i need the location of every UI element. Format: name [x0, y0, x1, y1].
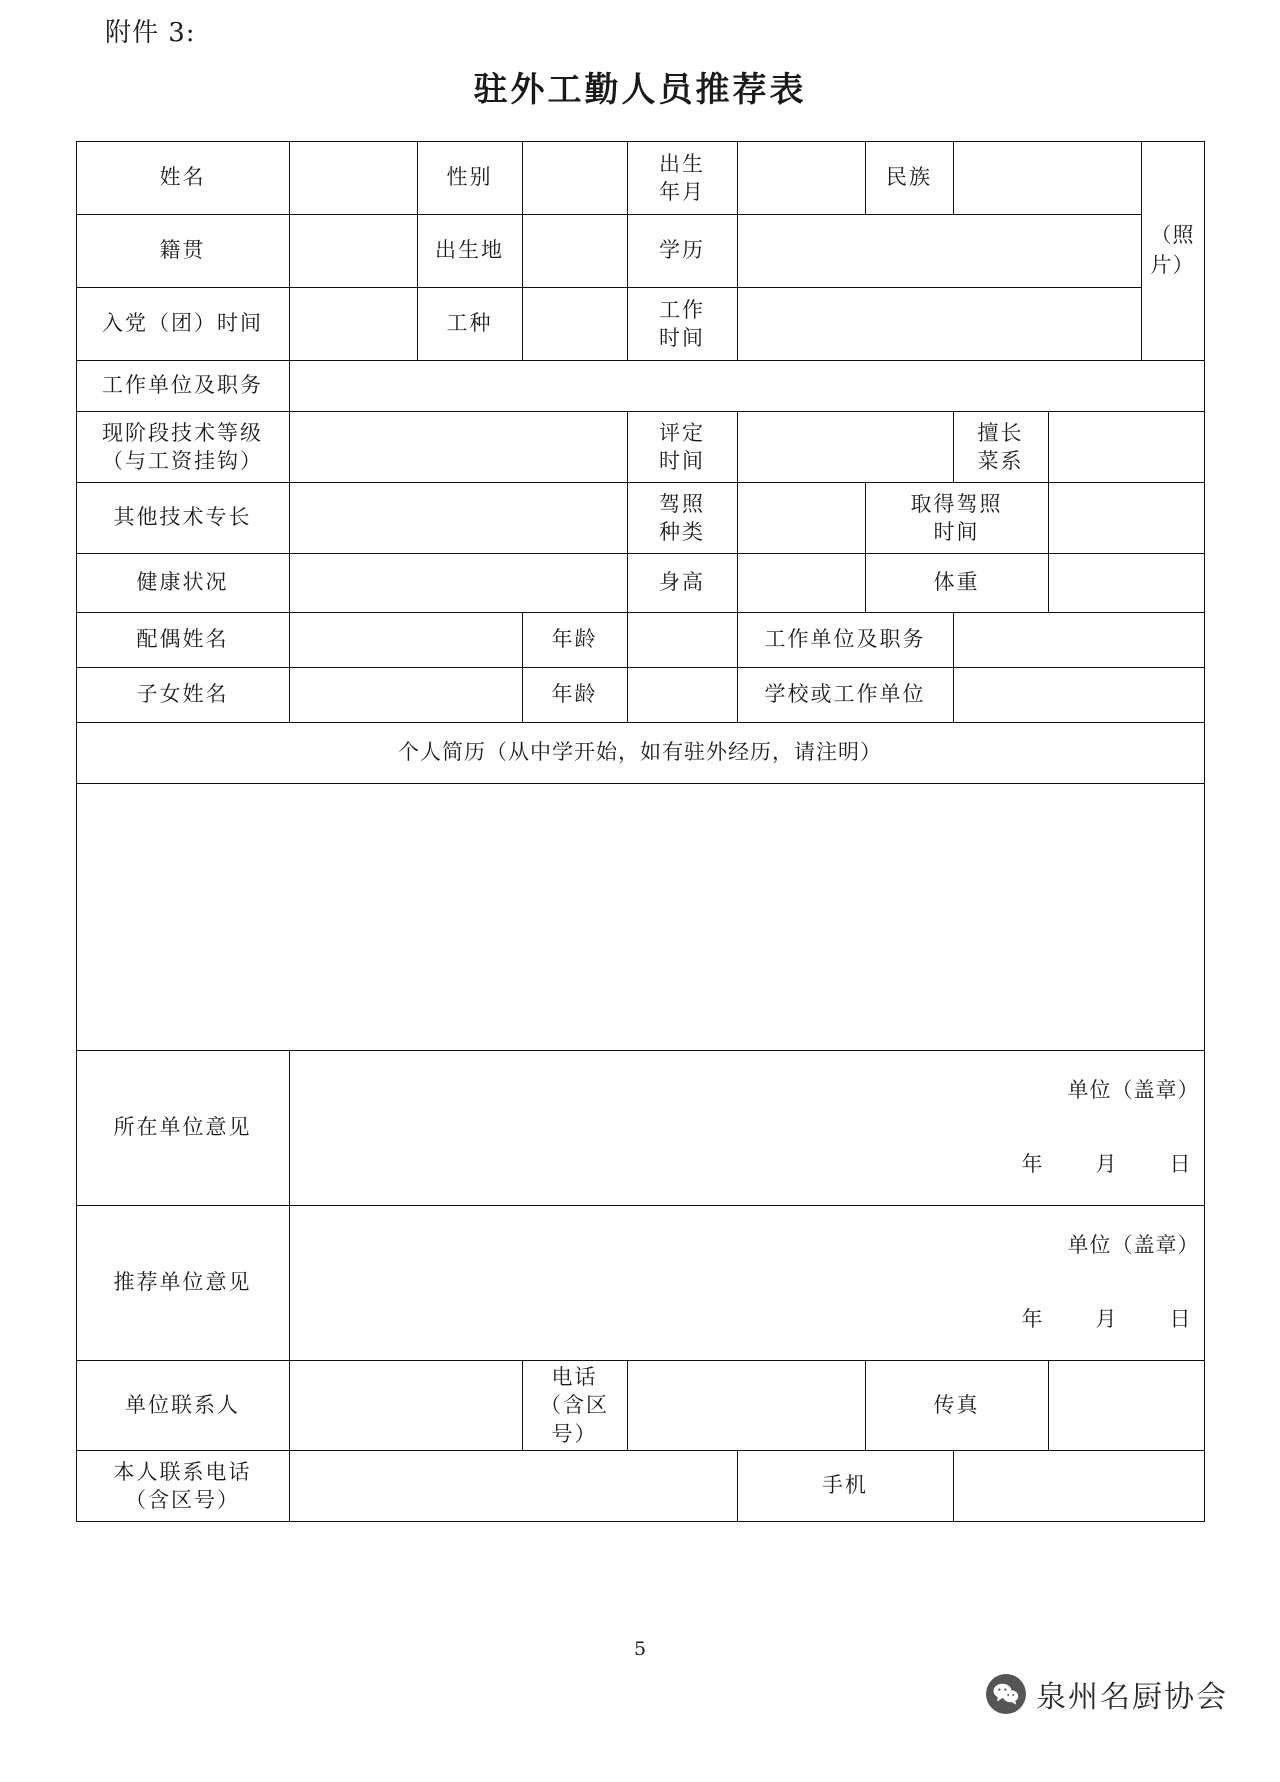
work-time-label-line-1: 工作 — [659, 297, 705, 322]
field-value-gender[interactable] — [522, 142, 627, 215]
field-value-recommend-opinion[interactable] — [289, 1206, 1204, 1361]
field-label-birth-date — [627, 142, 737, 215]
field-value-ethnicity[interactable] — [953, 142, 1141, 215]
table-row — [76, 784, 1204, 1051]
field-label-work-start-time — [627, 288, 737, 361]
field-label-spouse-name: 配偶姓名 — [76, 613, 289, 668]
field-label-height: 身高 — [627, 554, 737, 613]
license-type-label-line-1: 驾照 — [659, 491, 705, 516]
field-value-contact-person[interactable] — [289, 1361, 522, 1451]
field-label-employer-position: 工作单位及职务 — [76, 361, 289, 412]
own-phone-label-line-1: 本人联系电话 — [113, 1459, 252, 1484]
table-row — [76, 1361, 1204, 1451]
unit-seal-text: 单位（盖章） — [1067, 1078, 1200, 1103]
recommend-date-line — [294, 1305, 1200, 1335]
page-title: 驻外工勤人员推荐表 — [473, 70, 807, 110]
birth-label-line-2: 年月 — [659, 180, 705, 204]
unit-date-month: 月 — [1095, 1152, 1118, 1176]
table-row — [76, 142, 1204, 215]
field-label-mobile: 手机 — [737, 1451, 953, 1522]
field-label-license-type — [627, 483, 737, 554]
field-value-spouse-name[interactable] — [289, 613, 522, 668]
field-label-education: 学历 — [627, 215, 737, 288]
birth-label-line-1: 出生 — [659, 151, 705, 176]
field-label-gender: 性别 — [417, 142, 522, 215]
table-row — [76, 361, 1204, 412]
field-value-license-date[interactable] — [1048, 483, 1204, 554]
cuisine-label-line-1: 擅长 — [977, 420, 1024, 445]
resume-section-body[interactable] — [76, 784, 1204, 1051]
table-row — [76, 1451, 1204, 1522]
field-value-unit-opinion[interactable] — [289, 1051, 1204, 1206]
field-value-children-school[interactable] — [953, 668, 1204, 723]
field-label-party-join-time: 入党（团）时间 — [76, 288, 289, 361]
recommend-date-month: 月 — [1095, 1307, 1118, 1331]
field-label-birthplace: 出生地 — [417, 215, 522, 288]
field-value-job-type[interactable] — [522, 288, 627, 361]
unit-date-line — [294, 1150, 1200, 1180]
field-label-fax: 传真 — [865, 1361, 1048, 1451]
field-label-phone — [522, 1361, 627, 1451]
field-label-eval-time — [627, 412, 737, 483]
table-row — [76, 554, 1204, 613]
table-row — [76, 1206, 1204, 1361]
wechat-account-footer — [986, 1672, 1228, 1716]
own-phone-label-line-2: （含区号） — [125, 1488, 240, 1513]
license-date-label-line-1: 取得驾照 — [910, 491, 1003, 516]
field-label-name: 姓名 — [76, 142, 289, 215]
table-row — [76, 1051, 1204, 1206]
field-value-other-skills[interactable] — [289, 483, 627, 554]
phone-label-line-1: 电话 — [551, 1365, 598, 1389]
field-value-health[interactable] — [289, 554, 627, 613]
field-value-party-join-time[interactable] — [289, 288, 417, 361]
field-value-education[interactable] — [737, 215, 1141, 288]
field-label-contact-person: 单位联系人 — [76, 1361, 289, 1451]
table-row — [76, 288, 1204, 361]
field-value-phone[interactable] — [627, 1361, 865, 1451]
unit-date-year: 年 — [1021, 1152, 1044, 1176]
work-time-label-line-2: 时间 — [659, 326, 705, 350]
table-row — [76, 723, 1204, 784]
field-value-birth-date[interactable] — [737, 142, 865, 215]
field-value-tech-grade[interactable] — [289, 412, 627, 483]
recommend-date-year: 年 — [1021, 1307, 1044, 1331]
table-row — [76, 613, 1204, 668]
field-label-other-skills: 其他技术专长 — [76, 483, 289, 554]
tech-grade-label-line-2: （与工资挂钩） — [102, 449, 263, 473]
field-value-birthplace[interactable] — [522, 215, 627, 288]
eval-time-label-line-1: 评定 — [659, 420, 705, 445]
resume-section-header: 个人简历（从中学开始，如有驻外经历，请注明） — [76, 723, 1204, 784]
field-label-ethnicity: 民族 — [865, 142, 953, 215]
field-value-employer-position[interactable] — [289, 361, 1204, 412]
recommendation-form-table — [76, 141, 1205, 1522]
license-type-label-line-2: 种类 — [659, 520, 705, 544]
table-row — [76, 215, 1204, 288]
license-date-label-line-2: 时间 — [933, 520, 980, 544]
eval-time-label-line-2: 时间 — [659, 449, 705, 473]
field-label-spouse-age: 年龄 — [522, 613, 627, 668]
recommend-seal-text: 单位（盖章） — [1067, 1233, 1200, 1258]
cuisine-label-line-2: 菜系 — [977, 449, 1024, 473]
tech-grade-label-line-1: 现阶段技术等级 — [102, 420, 263, 445]
field-value-spouse-employer[interactable] — [953, 613, 1204, 668]
field-label-own-phone — [76, 1451, 289, 1522]
field-value-children-name[interactable] — [289, 668, 522, 723]
field-value-weight[interactable] — [1048, 554, 1204, 613]
field-value-name[interactable] — [289, 142, 417, 215]
field-label-weight: 体重 — [865, 554, 1048, 613]
field-label-cuisine-specialty — [953, 412, 1048, 483]
photo-placeholder[interactable]: （照片） — [1141, 142, 1204, 361]
field-label-job-type: 工种 — [417, 288, 522, 361]
field-value-work-start-time[interactable] — [737, 288, 1141, 361]
field-label-native-place: 籍贯 — [76, 215, 289, 288]
field-value-spouse-age[interactable] — [627, 613, 737, 668]
field-value-license-type[interactable] — [737, 483, 865, 554]
field-value-fax[interactable] — [1048, 1361, 1204, 1451]
field-value-height[interactable] — [737, 554, 865, 613]
attachment-label: 附件 3: — [105, 18, 196, 48]
field-label-spouse-employer: 工作单位及职务 — [737, 613, 953, 668]
table-row — [76, 483, 1204, 554]
table-row — [76, 412, 1204, 483]
field-label-health: 健康状况 — [76, 554, 289, 613]
field-value-mobile[interactable] — [953, 1451, 1204, 1522]
field-value-cuisine-specialty[interactable] — [1048, 412, 1204, 483]
field-value-children-age[interactable] — [627, 668, 737, 723]
wechat-icon — [986, 1674, 1026, 1714]
phone-label-line-2: （含区号） — [540, 1393, 609, 1446]
field-label-license-date — [865, 483, 1048, 554]
recommend-date-day: 日 — [1169, 1307, 1192, 1331]
field-label-children-age: 年龄 — [522, 668, 627, 723]
field-label-children-name: 子女姓名 — [76, 668, 289, 723]
wechat-account-name: 泉州名厨协会 — [1036, 1680, 1228, 1715]
page-number: 5 — [633, 1638, 647, 1660]
field-value-eval-time[interactable] — [737, 412, 953, 483]
field-label-children-school: 学校或工作单位 — [737, 668, 953, 723]
field-value-own-phone[interactable] — [289, 1451, 737, 1522]
field-label-unit-opinion: 所在单位意见 — [76, 1051, 289, 1206]
field-value-native-place[interactable] — [289, 215, 417, 288]
field-label-tech-grade — [76, 412, 289, 483]
field-label-recommend-opinion: 推荐单位意见 — [76, 1206, 289, 1361]
table-row — [76, 668, 1204, 723]
unit-date-day: 日 — [1169, 1152, 1192, 1176]
